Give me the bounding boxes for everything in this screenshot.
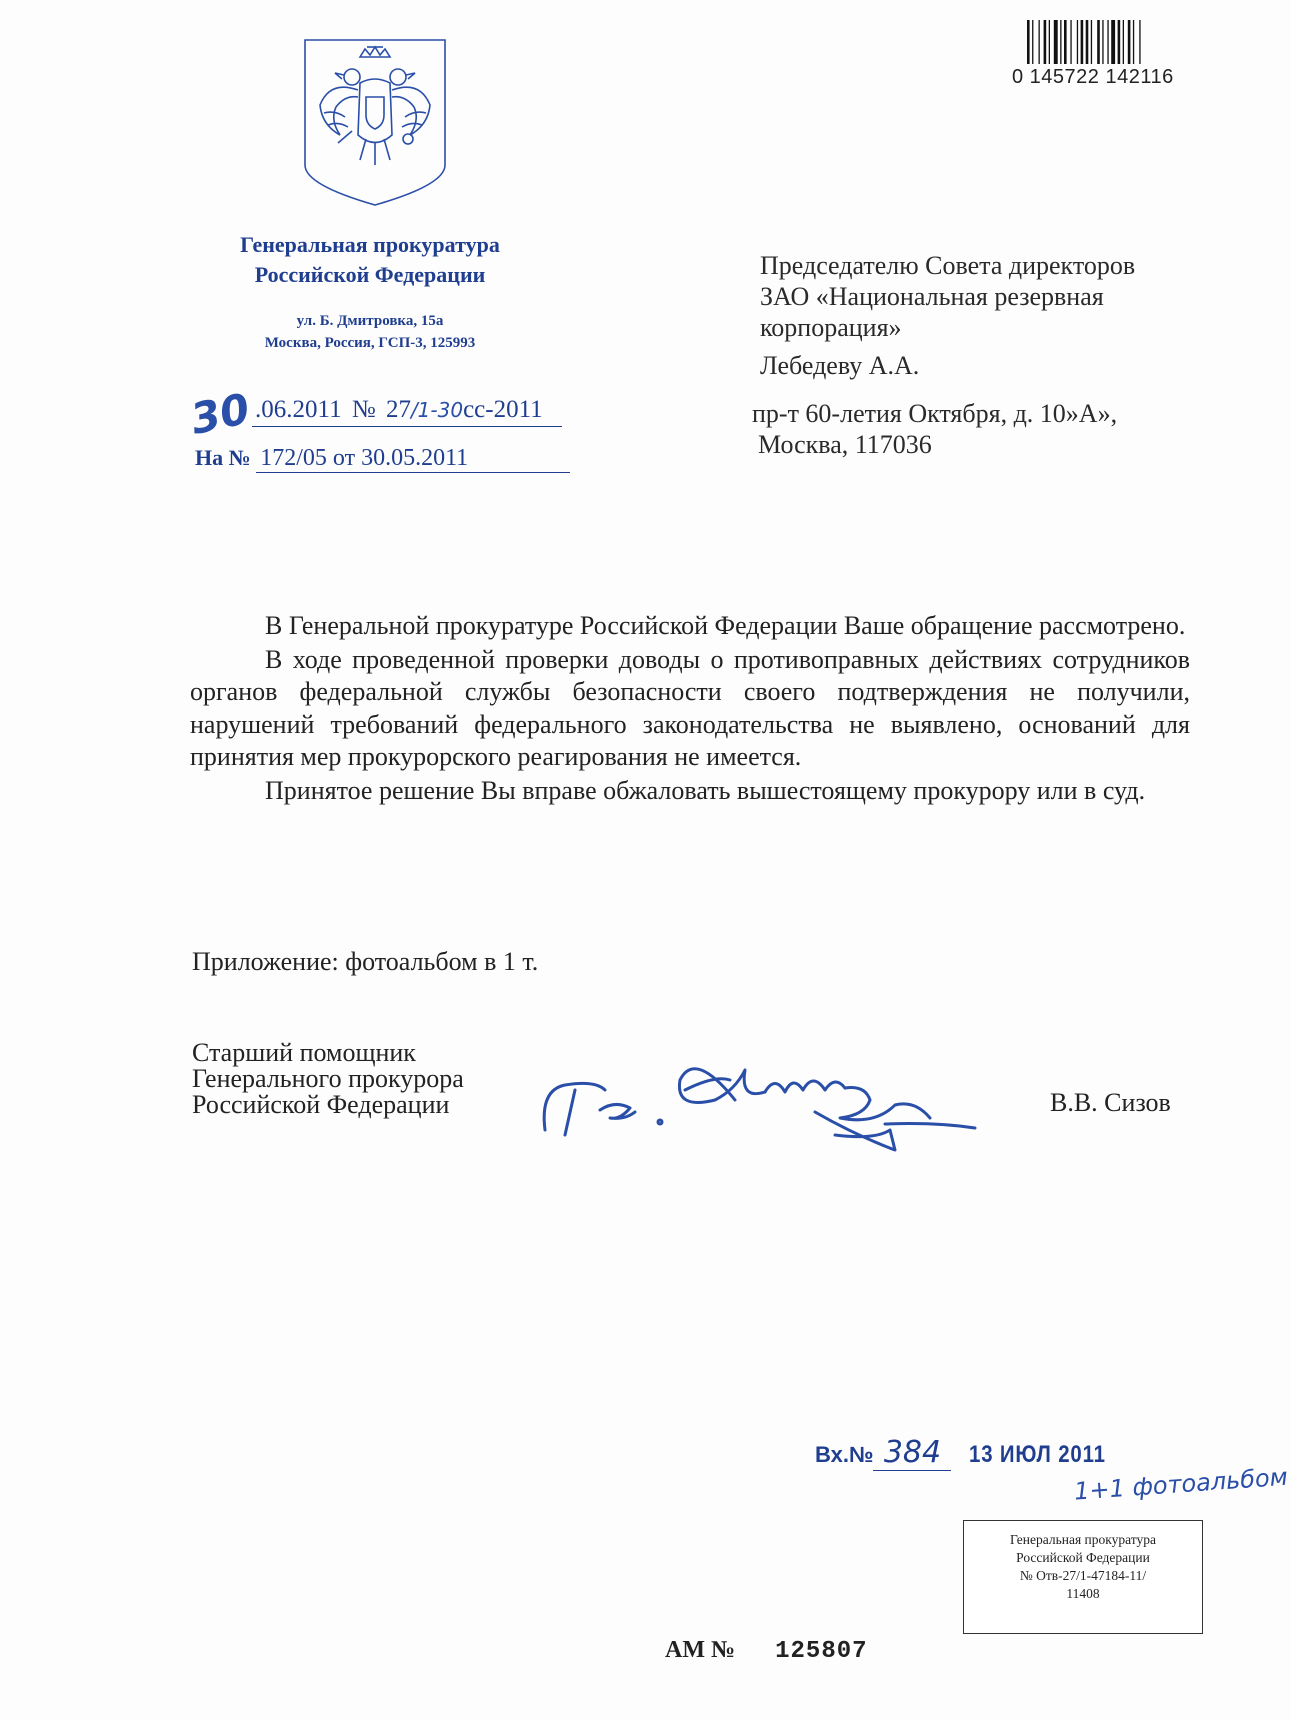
recipient-address-line1: пр-т 60-летия Октября, д. 10»А», — [752, 399, 1118, 428]
registration-line3: № Отв-27/1-47184-11/ — [1019, 1568, 1147, 1583]
sender-org-name: Генеральная прокуратура — [240, 232, 500, 257]
recipient-address — [752, 398, 1212, 460]
form-series-number — [665, 1637, 868, 1665]
signatory-title-line2: Генерального прокурора — [192, 1064, 464, 1093]
body-paragraph: Принятое решение Вы вправе обжаловать вышестоящему прокурору или в суд. — [265, 775, 1146, 805]
russian-coat-of-arms-icon — [300, 35, 450, 210]
incoming-stamp — [815, 1435, 1131, 1471]
outgoing-date: .06.2011 — [255, 396, 342, 423]
recipient-address-line2: Москва, 117036 — [758, 430, 932, 459]
incoming-number: 384 — [873, 1435, 951, 1471]
barcode-number: 0 145722 142116 — [1012, 66, 1174, 88]
outgoing-number-handwritten: /1-30 — [410, 398, 464, 422]
recipient-title-line3: корпорация» — [760, 313, 902, 342]
outgoing-number-prefix: 27 — [385, 396, 411, 423]
registration-line1: Генеральная прокуратура — [1010, 1532, 1156, 1547]
outgoing-number-suffix: сс-2011 — [463, 396, 543, 423]
series-label: АМ № — [665, 1637, 736, 1663]
recipient-title-line1: Председателю Совета директоров — [760, 251, 1136, 280]
registration-line2: Российской Федерации — [1016, 1550, 1150, 1565]
recipient-name: Лебедеву А.А. — [760, 351, 920, 380]
reply-reference — [195, 445, 570, 473]
signatory-name: В.В. Сизов — [1050, 1088, 1171, 1117]
recipient-title — [760, 250, 1220, 343]
signatory-title-line1: Старший помощник — [192, 1038, 416, 1067]
registration-box — [963, 1520, 1203, 1634]
handwritten-signature — [535, 1030, 1015, 1170]
outgoing-date-number — [255, 396, 543, 424]
body-paragraph: В ходе проведенной проверки доводы о противоправных действиях сотрудников органов федеральной службы безопасности своего подтверждения не получили, нарушений требований федерального законодательства не выявлено, оснований для принятия мер прокурорского реагирования не имеется. — [190, 644, 1190, 771]
signatory-title — [192, 1040, 464, 1118]
letter-body — [190, 610, 1190, 807]
registration-line4: 11408 — [1066, 1586, 1100, 1601]
barcode — [1025, 20, 1200, 70]
body-paragraph: В Генеральной прокуратуре Российской Федерации Ваше обращение рассмотрено. — [265, 611, 1186, 640]
date-underline — [252, 426, 562, 427]
sender-street: ул. Б. Дмитровка, 15а — [296, 313, 444, 329]
handwritten-day: 30 — [186, 383, 254, 444]
sender-city: Москва, Россия, ГСП-3, 125993 — [264, 335, 476, 351]
reply-label: На № — [195, 445, 251, 470]
incoming-date: 13 ИЮЛ 2011 — [969, 1441, 1107, 1468]
signatory-title-line3: Российской Федерации — [192, 1090, 450, 1119]
series-number: 125807 — [775, 1638, 868, 1665]
attachment-note: Приложение: фотоальбом в 1 т. — [192, 947, 539, 976]
sender-org-name-line2: Российской Федерации — [254, 262, 486, 287]
recipient-title-line2: ЗАО «Национальная резервная — [760, 282, 1104, 311]
incoming-note: 1+1 фотоальбом — [1073, 1462, 1289, 1506]
outgoing-number-label: № — [351, 396, 376, 423]
incoming-label: Вх.№ — [815, 1442, 874, 1467]
reply-value: 172/05 от 30.05.2011 — [256, 445, 570, 473]
